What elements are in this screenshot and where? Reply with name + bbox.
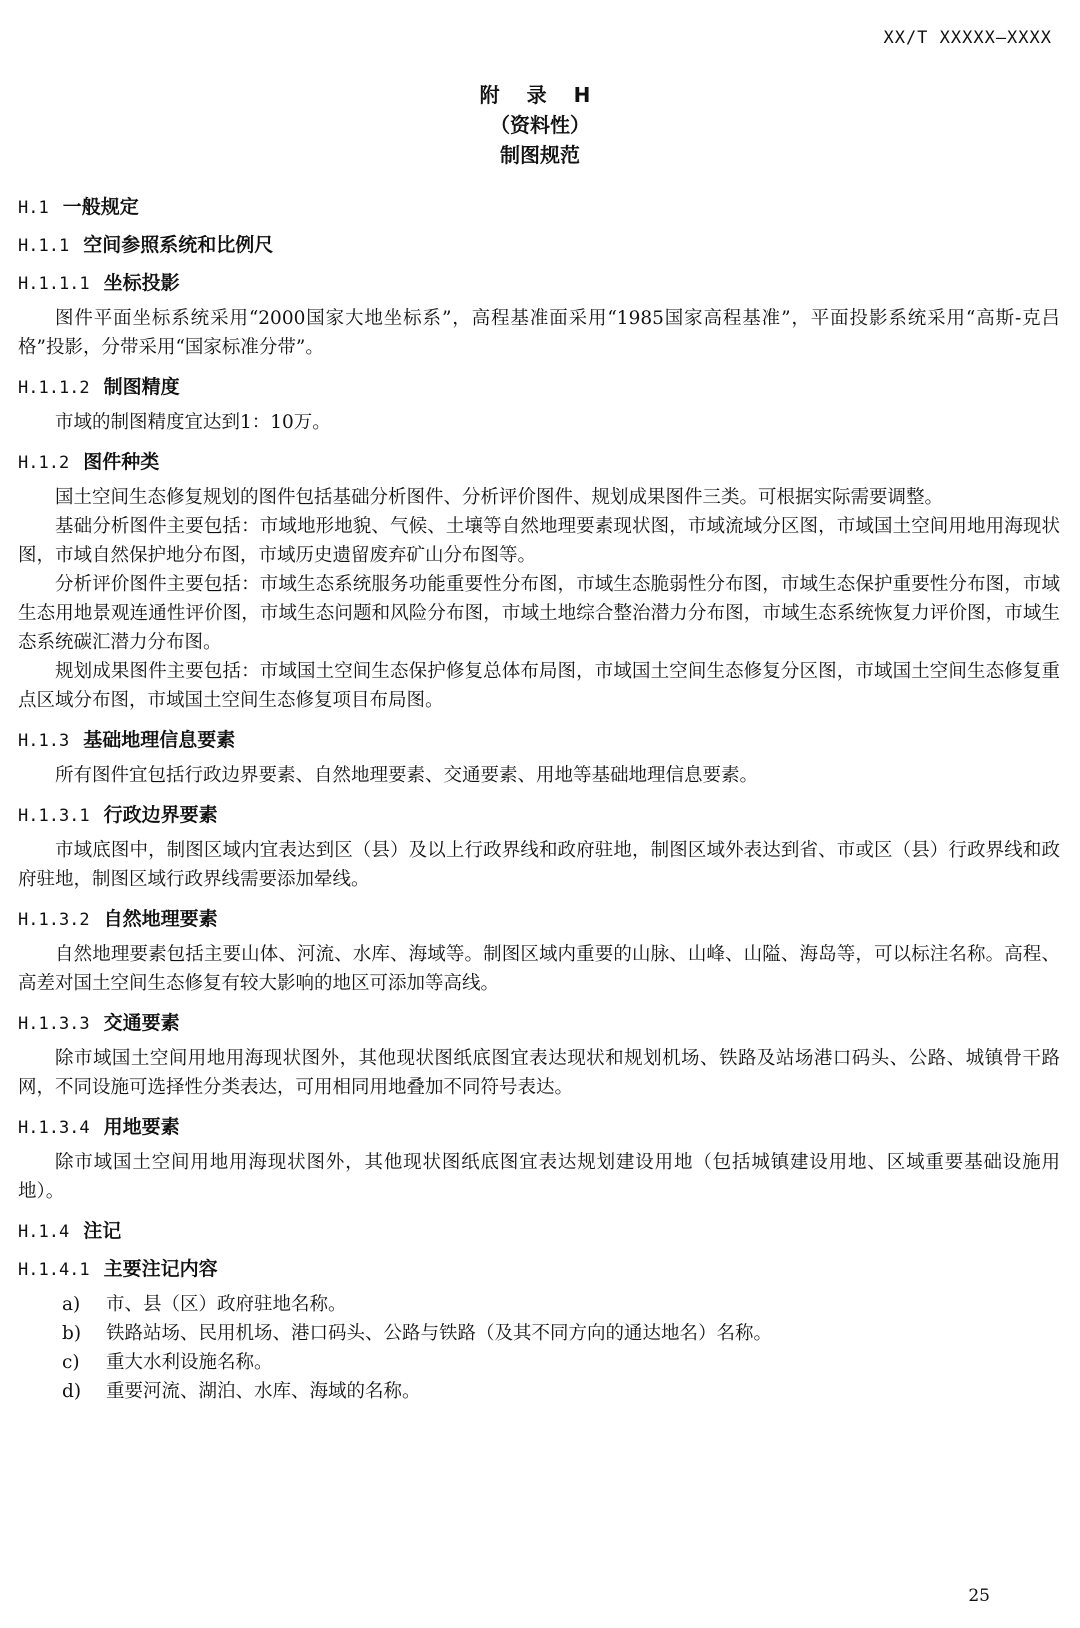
section-heading	[18, 800, 1060, 828]
section-heading	[18, 1008, 1060, 1036]
body-paragraph: 基础分析图件主要包括：市域地形地貌、气候、土壤等自然地理要素现状图，市域流域分区图，市域国土空间用地用海现状图，市域自然保护地分布图，市域历史遗留废弃矿山分布图等。	[18, 516, 1060, 566]
body-paragraph: 规划成果图件主要包括：市域国土空间生态保护修复总体布局图，市域国土空间生态修复分区图，市域国土空间生态修复重点区域分布图，市域国土空间生态修复项目布局图。	[18, 661, 1060, 711]
section-heading	[18, 372, 1060, 400]
section-number: H.1.3	[18, 731, 70, 751]
section-number: H.1.3.4	[18, 1118, 90, 1138]
body-paragraph: 分析评价图件主要包括：市域生态系统服务功能重要性分布图，市域生态脆弱性分布图，市域生态保护重要性分布图，市域生态用地景观连通性评价图，市域生态问题和风险分布图，市域土地综合整治潜力分布图，市域生态系统恢复力评价图，市域生态系统碳汇潜力分布图。	[18, 574, 1060, 653]
section-number: H.1.1.1	[18, 274, 90, 294]
section-heading	[18, 268, 1060, 296]
body-paragraph: 所有图件宜包括行政边界要素、自然地理要素、交通要素、用地等基础地理信息要素。	[55, 765, 759, 786]
document-body	[18, 182, 1060, 1406]
list-text: 市、县（区）政府驻地名称。	[106, 1294, 347, 1315]
section-number: H.1.1.2	[18, 378, 90, 398]
list-text: 重大水利设施名称。	[106, 1352, 273, 1373]
list-text: 重要河流、湖泊、水库、海域的名称。	[106, 1381, 421, 1402]
section-title: 自然地理要素	[103, 908, 218, 930]
section-title: 坐标投影	[103, 272, 180, 294]
section-number: H.1	[18, 198, 49, 218]
section-heading	[18, 725, 1060, 753]
section-title: 制图精度	[103, 376, 180, 398]
appendix-label: 附 录 H	[479, 83, 601, 107]
section-number: H.1.1	[18, 236, 70, 256]
section-title: 一般规定	[62, 196, 139, 218]
list-item	[18, 1348, 1060, 1377]
body-paragraph: 除市域国土空间用地用海现状图外，其他现状图纸底图宜表达规划建设用地（包括城镇建设用地、区域重要基础设施用地）。	[18, 1152, 1060, 1202]
appendix-title-block	[0, 80, 1080, 170]
section-title: 基础地理信息要素	[83, 729, 236, 751]
body-paragraph: 图件平面坐标系统采用“2000国家大地坐标系”，高程基准面采用“1985国家高程基准”，平面投影系统采用“高斯-克吕格”投影，分带采用“国家标准分带”。	[18, 308, 1060, 358]
section-title: 图件种类	[83, 451, 160, 473]
list-text: 铁路站场、民用机场、港口码头、公路与铁路（及其不同方向的通达地名）名称。	[106, 1323, 773, 1344]
section-number: H.1.3.2	[18, 910, 90, 930]
section-heading	[18, 1216, 1060, 1244]
section-heading	[18, 1112, 1060, 1140]
section-title: 行政边界要素	[103, 804, 218, 826]
list-item	[18, 1377, 1060, 1406]
list-item	[18, 1319, 1060, 1348]
section-title: 主要注记内容	[103, 1258, 218, 1280]
section-number: H.1.3.3	[18, 1014, 90, 1034]
body-paragraph: 市域底图中，制图区域内宜表达到区（县）及以上行政界线和政府驻地，制图区域外表达到省、市或区（县）行政界线和政府驻地，制图区域行政界线需要添加晕线。	[18, 840, 1060, 890]
section-heading	[18, 1254, 1060, 1282]
page-number: 25	[968, 1586, 990, 1606]
body-paragraph: 市域的制图精度宜达到1：10万。	[55, 412, 331, 433]
list-item	[18, 1290, 1060, 1319]
section-title: 空间参照系统和比例尺	[83, 234, 274, 256]
list-marker: b)	[62, 1323, 82, 1344]
section-number: H.1.4.1	[18, 1260, 90, 1280]
section-number: H.1.4	[18, 1222, 70, 1242]
section-title: 注记	[83, 1220, 122, 1242]
section-number: H.1.3.1	[18, 806, 90, 826]
appendix-nature: （资料性）	[490, 113, 590, 137]
section-heading	[18, 230, 1060, 258]
list-marker: a)	[62, 1294, 81, 1315]
section-heading	[18, 192, 1060, 220]
body-paragraph: 国土空间生态修复规划的图件包括基础分析图件、分析评价图件、规划成果图件三类。可根据实际需要调整。	[55, 487, 944, 508]
section-heading	[18, 904, 1060, 932]
appendix-name: 制图规范	[500, 143, 580, 167]
list-marker: c)	[62, 1352, 80, 1373]
section-title: 交通要素	[103, 1012, 180, 1034]
standard-code: XX/T XXXXX—XXXX	[883, 28, 1052, 48]
list-marker: d)	[62, 1381, 82, 1402]
section-number: H.1.2	[18, 453, 70, 473]
section-title: 用地要素	[103, 1116, 180, 1138]
body-paragraph: 除市域国土空间用地用海现状图外，其他现状图纸底图宜表达现状和规划机场、铁路及站场港口码头、公路、城镇骨干路网，不同设施可选择性分类表达，可用相同用地叠加不同符号表达。	[18, 1048, 1060, 1098]
section-heading	[18, 447, 1060, 475]
annotation-list	[18, 1290, 1060, 1406]
body-paragraph: 自然地理要素包括主要山体、河流、水库、海域等。制图区域内重要的山脉、山峰、山隘、海岛等，可以标注名称。高程、高差对国土空间生态修复有较大影响的地区可添加等高线。	[18, 944, 1060, 994]
